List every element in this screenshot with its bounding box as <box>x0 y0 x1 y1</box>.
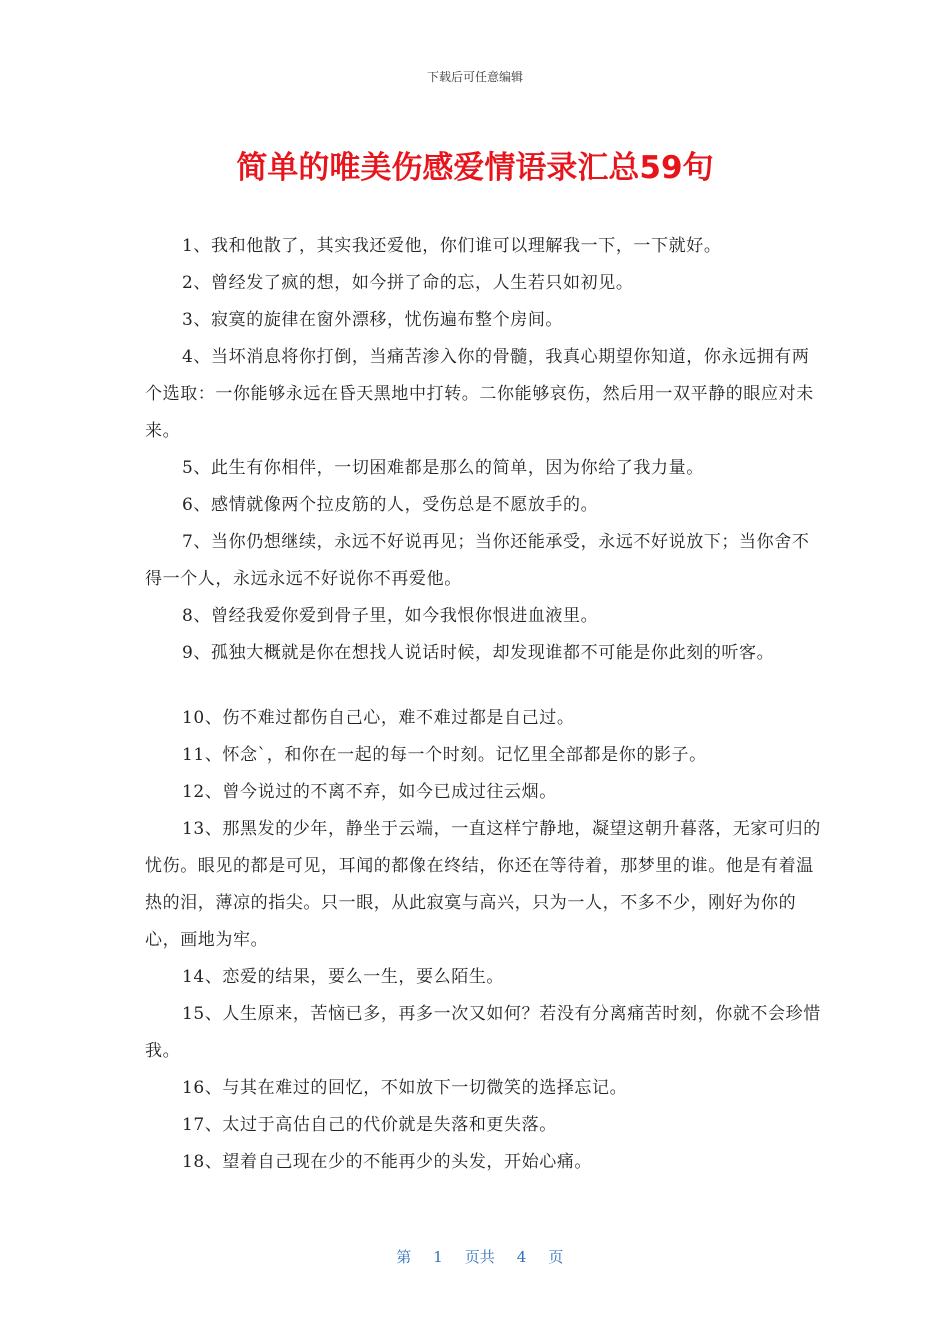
paragraph: 14、恋爱的结果，要么一生，要么陌生。 <box>182 967 505 987</box>
paragraph: 17、太过于高估自己的代价就是失落和更失落。 <box>182 1115 557 1135</box>
paragraph: 16、与其在难过的回忆，不如放下一切微笑的选择忘记。 <box>182 1078 628 1098</box>
document-body <box>145 228 825 1181</box>
paragraph: 8、曾经我爱你爱到骨子里，如今我恨你恨进血液里。 <box>182 606 599 626</box>
paragraph: 5、此生有你相伴，一切困难都是那么的简单，因为你给了我力量。 <box>182 458 704 478</box>
paragraph: 11、怀念`，和你在一起的每一个时刻。记忆里全部都是你的影子。 <box>182 745 707 765</box>
paragraph-gap <box>145 672 825 700</box>
page-footer <box>0 1228 950 1267</box>
paragraph: 6、感情就像两个拉皮筋的人，受伤总是不愿放手的。 <box>182 495 599 515</box>
paragraph: 10、伤不难过都伤自己心，难不难过都是自己过。 <box>182 708 575 728</box>
paragraph: 3、寂寞的旋律在窗外漂移，忧伤遍布整个房间。 <box>182 310 564 330</box>
paragraph: 7、当你仍想继续，永远不好说再见；当你还能承受，永远不好说放下；当你舍不得一个人，永远永远不好说你不再爱他。 <box>145 532 810 589</box>
paragraph: 12、曾今说过的不离不弃，如今已成过往云烟。 <box>182 782 557 802</box>
paragraph: 13、那黑发的少年，静坐于云端，一直这样宁静地，凝望这朝升暮落，无家可归的忧伤。眼见的都是可见，耳闻的都像在终结，你还在等待着，那梦里的谁。他是有着温热的泪，薄凉的指尖。只一眼，从此寂寞与高兴，只为一人，不多不少，刚好为你的心，画地为牢。 <box>145 819 821 950</box>
document-title: 简单的唯美伤感爱情语录汇总59句 <box>236 150 714 186</box>
footer-middle: 页共 <box>464 1248 495 1266</box>
paragraph: 15、人生原来，苦恼已多，再多一次又如何？若没有分离痛苦时刻，你就不会珍惜我。 <box>145 1004 821 1061</box>
paragraph: 2、曾经发了疯的想，如今拼了命的忘，人生若只如初见。 <box>182 273 634 293</box>
paragraph: 18、望着自己现在少的不能再少的头发，开始心痛。 <box>182 1152 593 1172</box>
footer-prefix: 第 <box>396 1248 412 1266</box>
header-note: 下载后可任意编辑 <box>426 70 523 84</box>
paragraph: 9、孤独大概就是你在想找人说话时候，却发现谁都不可能是你此刻的听客。 <box>182 643 775 663</box>
footer-suffix: 页 <box>548 1248 564 1266</box>
paragraph: 1、我和他散了，其实我还爱他，你们谁可以理解我一下，一下就好。 <box>182 236 722 256</box>
footer-total-pages: 4 <box>516 1248 527 1266</box>
paragraph: 4、当坏消息将你打倒，当痛苦渗入你的骨髓，我真心期望你知道，你永远拥有两个选取：一你能够永远在昏天黑地中打转。二你能够哀伤，然后用一双平静的眼应对未来。 <box>145 347 814 441</box>
footer-page-number: 1 <box>433 1248 443 1266</box>
